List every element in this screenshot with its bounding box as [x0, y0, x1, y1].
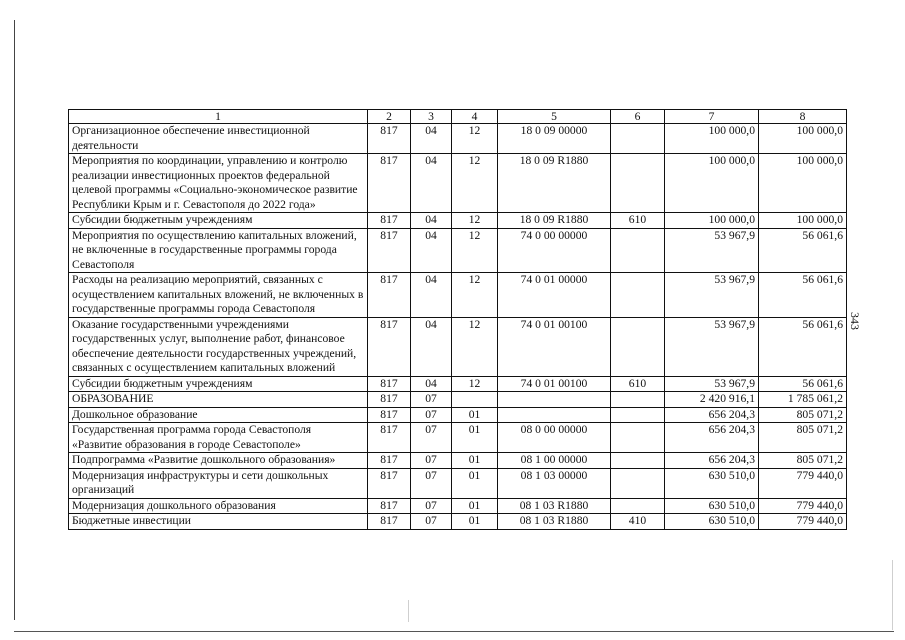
target-article: 08 1 00 00000 — [498, 453, 611, 469]
table-row — [69, 423, 847, 453]
item-name: Организационное обеспечение инвестиционной деятельности — [69, 124, 368, 154]
table-header-row — [69, 110, 847, 124]
section-code: 07 — [411, 468, 452, 498]
ministry-code: 817 — [368, 468, 411, 498]
table-row — [69, 514, 847, 530]
amount-year-2: 100 000,0 — [759, 154, 847, 213]
subsection-code: 01 — [452, 407, 498, 423]
amount-year-2: 56 061,6 — [759, 273, 847, 318]
amount-year-2: 100 000,0 — [759, 213, 847, 229]
item-name: Модернизация дошкольного образования — [69, 498, 368, 514]
amount-year-1: 630 510,0 — [665, 498, 759, 514]
table-row — [69, 154, 847, 213]
scan-frame-top — [14, 20, 15, 620]
amount-year-1: 53 967,9 — [665, 376, 759, 392]
column-header: 6 — [611, 110, 665, 124]
amount-year-2: 779 440,0 — [759, 498, 847, 514]
scan-mark — [408, 600, 409, 622]
section-code: 04 — [411, 213, 452, 229]
amount-year-1: 630 510,0 — [665, 514, 759, 530]
ministry-code: 817 — [368, 317, 411, 376]
page-number: 343 — [848, 312, 862, 330]
item-name: Оказание государственными учреждениями государственных услуг, выполнение работ, финансовое обеспечение деятельности государственных учреждений, связанных с осуществлением капитальных вложений — [69, 317, 368, 376]
amount-year-1: 100 000,0 — [665, 124, 759, 154]
subsection-code: 01 — [452, 514, 498, 530]
expense-type — [611, 317, 665, 376]
expense-type: 610 — [611, 213, 665, 229]
item-name: Модернизация инфраструктуры и сети дошкольных организаций — [69, 468, 368, 498]
amount-year-1: 53 967,9 — [665, 228, 759, 273]
ministry-code: 817 — [368, 273, 411, 318]
subsection-code: 01 — [452, 423, 498, 453]
item-name: Государственная программа города Севастополя «Развитие образования в городе Севастополе» — [69, 423, 368, 453]
expense-type — [611, 124, 665, 154]
table-row — [69, 453, 847, 469]
budget-table — [68, 109, 847, 530]
expense-type — [611, 228, 665, 273]
table-body — [69, 124, 847, 530]
ministry-code: 817 — [368, 392, 411, 408]
subsection-code: 12 — [452, 228, 498, 273]
item-name: Подпрограмма «Развитие дошкольного образования» — [69, 453, 368, 469]
table-row — [69, 498, 847, 514]
expense-type — [611, 453, 665, 469]
amount-year-2: 779 440,0 — [759, 514, 847, 530]
table-row — [69, 273, 847, 318]
section-code: 04 — [411, 228, 452, 273]
subsection-code: 12 — [452, 124, 498, 154]
amount-year-1: 630 510,0 — [665, 468, 759, 498]
table-row — [69, 392, 847, 408]
table-row — [69, 317, 847, 376]
section-code: 04 — [411, 376, 452, 392]
table-row — [69, 376, 847, 392]
amount-year-1: 100 000,0 — [665, 213, 759, 229]
item-name: Субсидии бюджетным учреждениям — [69, 213, 368, 229]
expense-type: 410 — [611, 514, 665, 530]
amount-year-1: 53 967,9 — [665, 317, 759, 376]
table-row — [69, 228, 847, 273]
target-article — [498, 392, 611, 408]
ministry-code: 817 — [368, 154, 411, 213]
section-code: 07 — [411, 407, 452, 423]
target-article: 74 0 00 00000 — [498, 228, 611, 273]
target-article: 74 0 01 00000 — [498, 273, 611, 318]
section-code: 04 — [411, 317, 452, 376]
expense-type — [611, 392, 665, 408]
amount-year-2: 779 440,0 — [759, 468, 847, 498]
subsection-code: 01 — [452, 453, 498, 469]
column-header: 3 — [411, 110, 452, 124]
amount-year-1: 100 000,0 — [665, 154, 759, 213]
subsection-code: 12 — [452, 213, 498, 229]
expense-type — [611, 273, 665, 318]
item-name: Расходы на реализацию мероприятий, связанных с осуществлением капитальных вложений, не включенных в государственные программы города Севастополя — [69, 273, 368, 318]
amount-year-1: 656 204,3 — [665, 423, 759, 453]
amount-year-1: 656 204,3 — [665, 453, 759, 469]
amount-year-2: 805 071,2 — [759, 423, 847, 453]
item-name: Мероприятия по координации, управлению и контролю реализации инвестиционных проектов федеральной целевой программы «Социально-экономическое развитие Республики Крым и г. Севастополя до 2022 года» — [69, 154, 368, 213]
ministry-code: 817 — [368, 228, 411, 273]
scan-frame-bottom — [14, 631, 894, 632]
table-row — [69, 124, 847, 154]
amount-year-2: 56 061,6 — [759, 376, 847, 392]
section-code: 04 — [411, 154, 452, 213]
ministry-code: 817 — [368, 213, 411, 229]
table-row — [69, 213, 847, 229]
target-article: 18 0 09 00000 — [498, 124, 611, 154]
expense-type — [611, 423, 665, 453]
expense-type — [611, 468, 665, 498]
expense-type — [611, 154, 665, 213]
column-header: 2 — [368, 110, 411, 124]
expense-type — [611, 498, 665, 514]
ministry-code: 817 — [368, 423, 411, 453]
ministry-code: 817 — [368, 498, 411, 514]
amount-year-2: 1 785 061,2 — [759, 392, 847, 408]
column-header: 1 — [69, 110, 368, 124]
column-header: 8 — [759, 110, 847, 124]
target-article: 18 0 09 R1880 — [498, 213, 611, 229]
subsection-code: 01 — [452, 468, 498, 498]
amount-year-1: 2 420 916,1 — [665, 392, 759, 408]
section-code: 07 — [411, 514, 452, 530]
scan-mark — [892, 560, 893, 630]
section-code: 07 — [411, 392, 452, 408]
target-article: 08 1 03 R1880 — [498, 514, 611, 530]
amount-year-2: 56 061,6 — [759, 317, 847, 376]
item-name: Бюджетные инвестиции — [69, 514, 368, 530]
ministry-code: 817 — [368, 124, 411, 154]
section-code: 07 — [411, 423, 452, 453]
ministry-code: 817 — [368, 514, 411, 530]
target-article: 08 1 03 R1880 — [498, 498, 611, 514]
column-header: 4 — [452, 110, 498, 124]
subsection-code — [452, 392, 498, 408]
ministry-code: 817 — [368, 376, 411, 392]
item-name: Дошкольное образование — [69, 407, 368, 423]
table-row — [69, 407, 847, 423]
amount-year-2: 56 061,6 — [759, 228, 847, 273]
expense-type — [611, 407, 665, 423]
item-name: ОБРАЗОВАНИЕ — [69, 392, 368, 408]
ministry-code: 817 — [368, 453, 411, 469]
subsection-code: 12 — [452, 317, 498, 376]
amount-year-2: 805 071,2 — [759, 453, 847, 469]
target-article: 74 0 01 00100 — [498, 317, 611, 376]
amount-year-1: 656 204,3 — [665, 407, 759, 423]
subsection-code: 12 — [452, 376, 498, 392]
target-article: 74 0 01 00100 — [498, 376, 611, 392]
amount-year-2: 100 000,0 — [759, 124, 847, 154]
expense-type: 610 — [611, 376, 665, 392]
item-name: Мероприятия по осуществлению капитальных вложений, не включенные в государственные программы города Севастополя — [69, 228, 368, 273]
subsection-code: 12 — [452, 273, 498, 318]
section-code: 04 — [411, 273, 452, 318]
item-name: Субсидии бюджетным учреждениям — [69, 376, 368, 392]
column-header: 5 — [498, 110, 611, 124]
subsection-code: 12 — [452, 154, 498, 213]
column-header: 7 — [665, 110, 759, 124]
target-article: 08 1 03 00000 — [498, 468, 611, 498]
section-code: 07 — [411, 453, 452, 469]
target-article: 18 0 09 R1880 — [498, 154, 611, 213]
amount-year-1: 53 967,9 — [665, 273, 759, 318]
section-code: 04 — [411, 124, 452, 154]
ministry-code: 817 — [368, 407, 411, 423]
table-row — [69, 468, 847, 498]
target-article: 08 0 00 00000 — [498, 423, 611, 453]
section-code: 07 — [411, 498, 452, 514]
amount-year-2: 805 071,2 — [759, 407, 847, 423]
target-article — [498, 407, 611, 423]
subsection-code: 01 — [452, 498, 498, 514]
